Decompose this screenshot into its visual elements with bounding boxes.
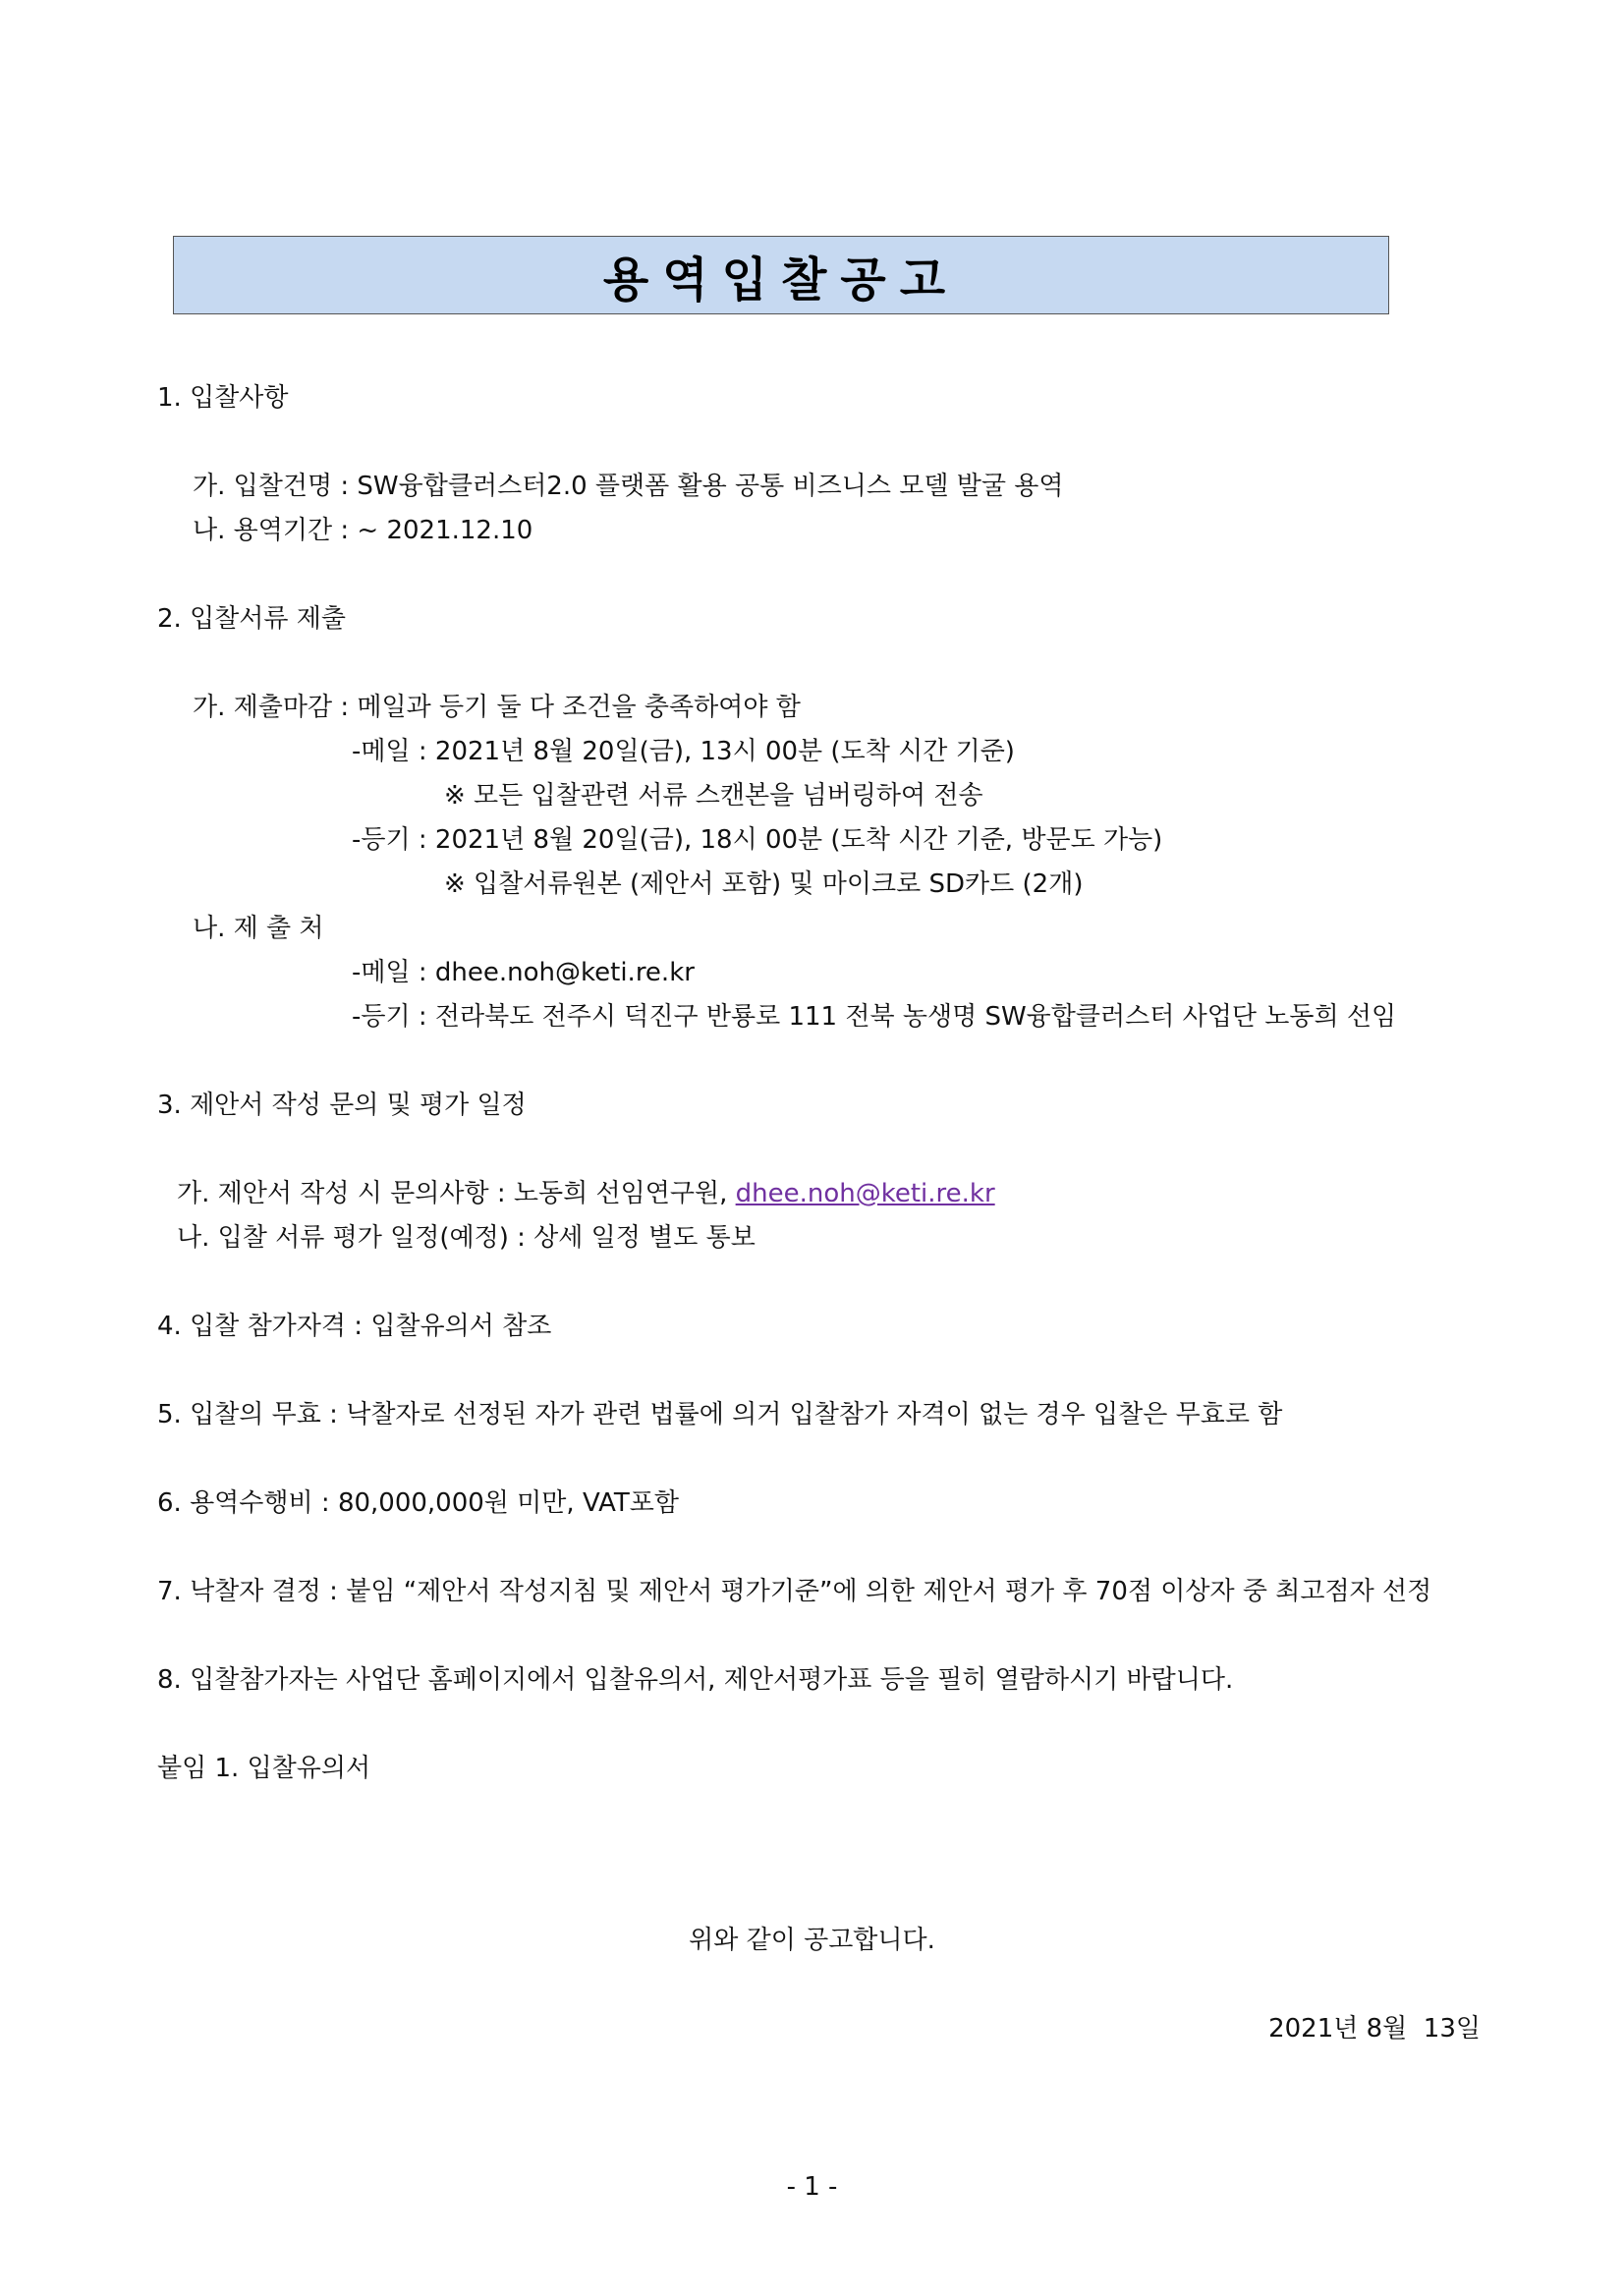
submission-destination: 나. 제 출 처 [193, 914, 324, 943]
title-banner [173, 236, 1389, 314]
section-3-heading: 3. 제안서 작성 문의 및 평가 일정 [157, 1091, 527, 1120]
deadline-email-note: ※ 모든 입찰관련 서류 스캔본을 넘버링하여 전송 [444, 781, 983, 811]
contact-email-link[interactable]: dhee.noh@keti.re.kr [735, 1179, 995, 1208]
destination-email: -메일 : dhee.noh@keti.re.kr [352, 958, 695, 987]
page-number: - 1 - [786, 2172, 838, 2202]
inquiry-contact-text: 가. 제안서 작성 시 문의사항 : 노동희 선임연구원, [177, 1179, 736, 1208]
document-title: 용역입찰공고 [602, 252, 960, 308]
evaluation-schedule: 나. 입찰 서류 평가 일정(예정) : 상세 일정 별도 통보 [177, 1223, 756, 1253]
service-period: 나. 용역기간 : ~ 2021.12.10 [193, 516, 533, 545]
deadline-post-note: ※ 입찰서류원본 (제안서 포함) 및 마이크로 SD카드 (2개) [444, 869, 1084, 899]
section-5: 5. 입찰의 무효 : 낙찰자로 선정된 자가 관련 법률에 의거 입찰참가 자격이 없는 경우 입찰은 무효로 함 [157, 1400, 1283, 1429]
inquiry-contact [177, 1177, 995, 1210]
closing-statement: 위와 같이 공고합니다. [689, 1926, 935, 1955]
section-6: 6. 용역수행비 : 80,000,000원 미만, VAT포함 [157, 1488, 679, 1518]
section-8: 8. 입찰참가자는 사업단 홈페이지에서 입찰유의서, 제안서평가표 등을 필히 열람하시기 바랍니다. [157, 1665, 1234, 1695]
submission-deadline: 가. 제출마감 : 메일과 등기 둘 다 조건을 충족하여야 함 [193, 693, 801, 722]
bid-name: 가. 입찰건명 : SW융합클러스터2.0 플랫폼 활용 공통 비즈니스 모델 발굴 용역 [193, 472, 1064, 501]
attachment-note: 붙임 1. 입찰유의서 [157, 1754, 371, 1783]
section-1-heading: 1. 입찰사항 [157, 383, 289, 413]
destination-post: -등기 : 전라북도 전주시 덕진구 반룡로 111 전북 농생명 SW융합클러스터 사업단 노동희 선임 [352, 1002, 1397, 1032]
section-7: 7. 낙찰자 결정 : 붙임 “제안서 작성지침 및 제안서 평가기준”에 의한 제안서 평가 후 70점 이상자 중 최고점자 선정 [157, 1577, 1432, 1606]
deadline-email: -메일 : 2021년 8월 20일(금), 13시 00분 (도착 시간 기준) [352, 737, 1015, 766]
deadline-post: -등기 : 2021년 8월 20일(금), 18시 00분 (도착 시간 기준, 방문도 가능) [352, 825, 1163, 855]
section-2-heading: 2. 입찰서류 제출 [157, 604, 347, 634]
section-4: 4. 입찰 참가자격 : 입찰유의서 참조 [157, 1312, 552, 1341]
notice-date: 2021년 8월 13일 [1268, 2014, 1481, 2044]
